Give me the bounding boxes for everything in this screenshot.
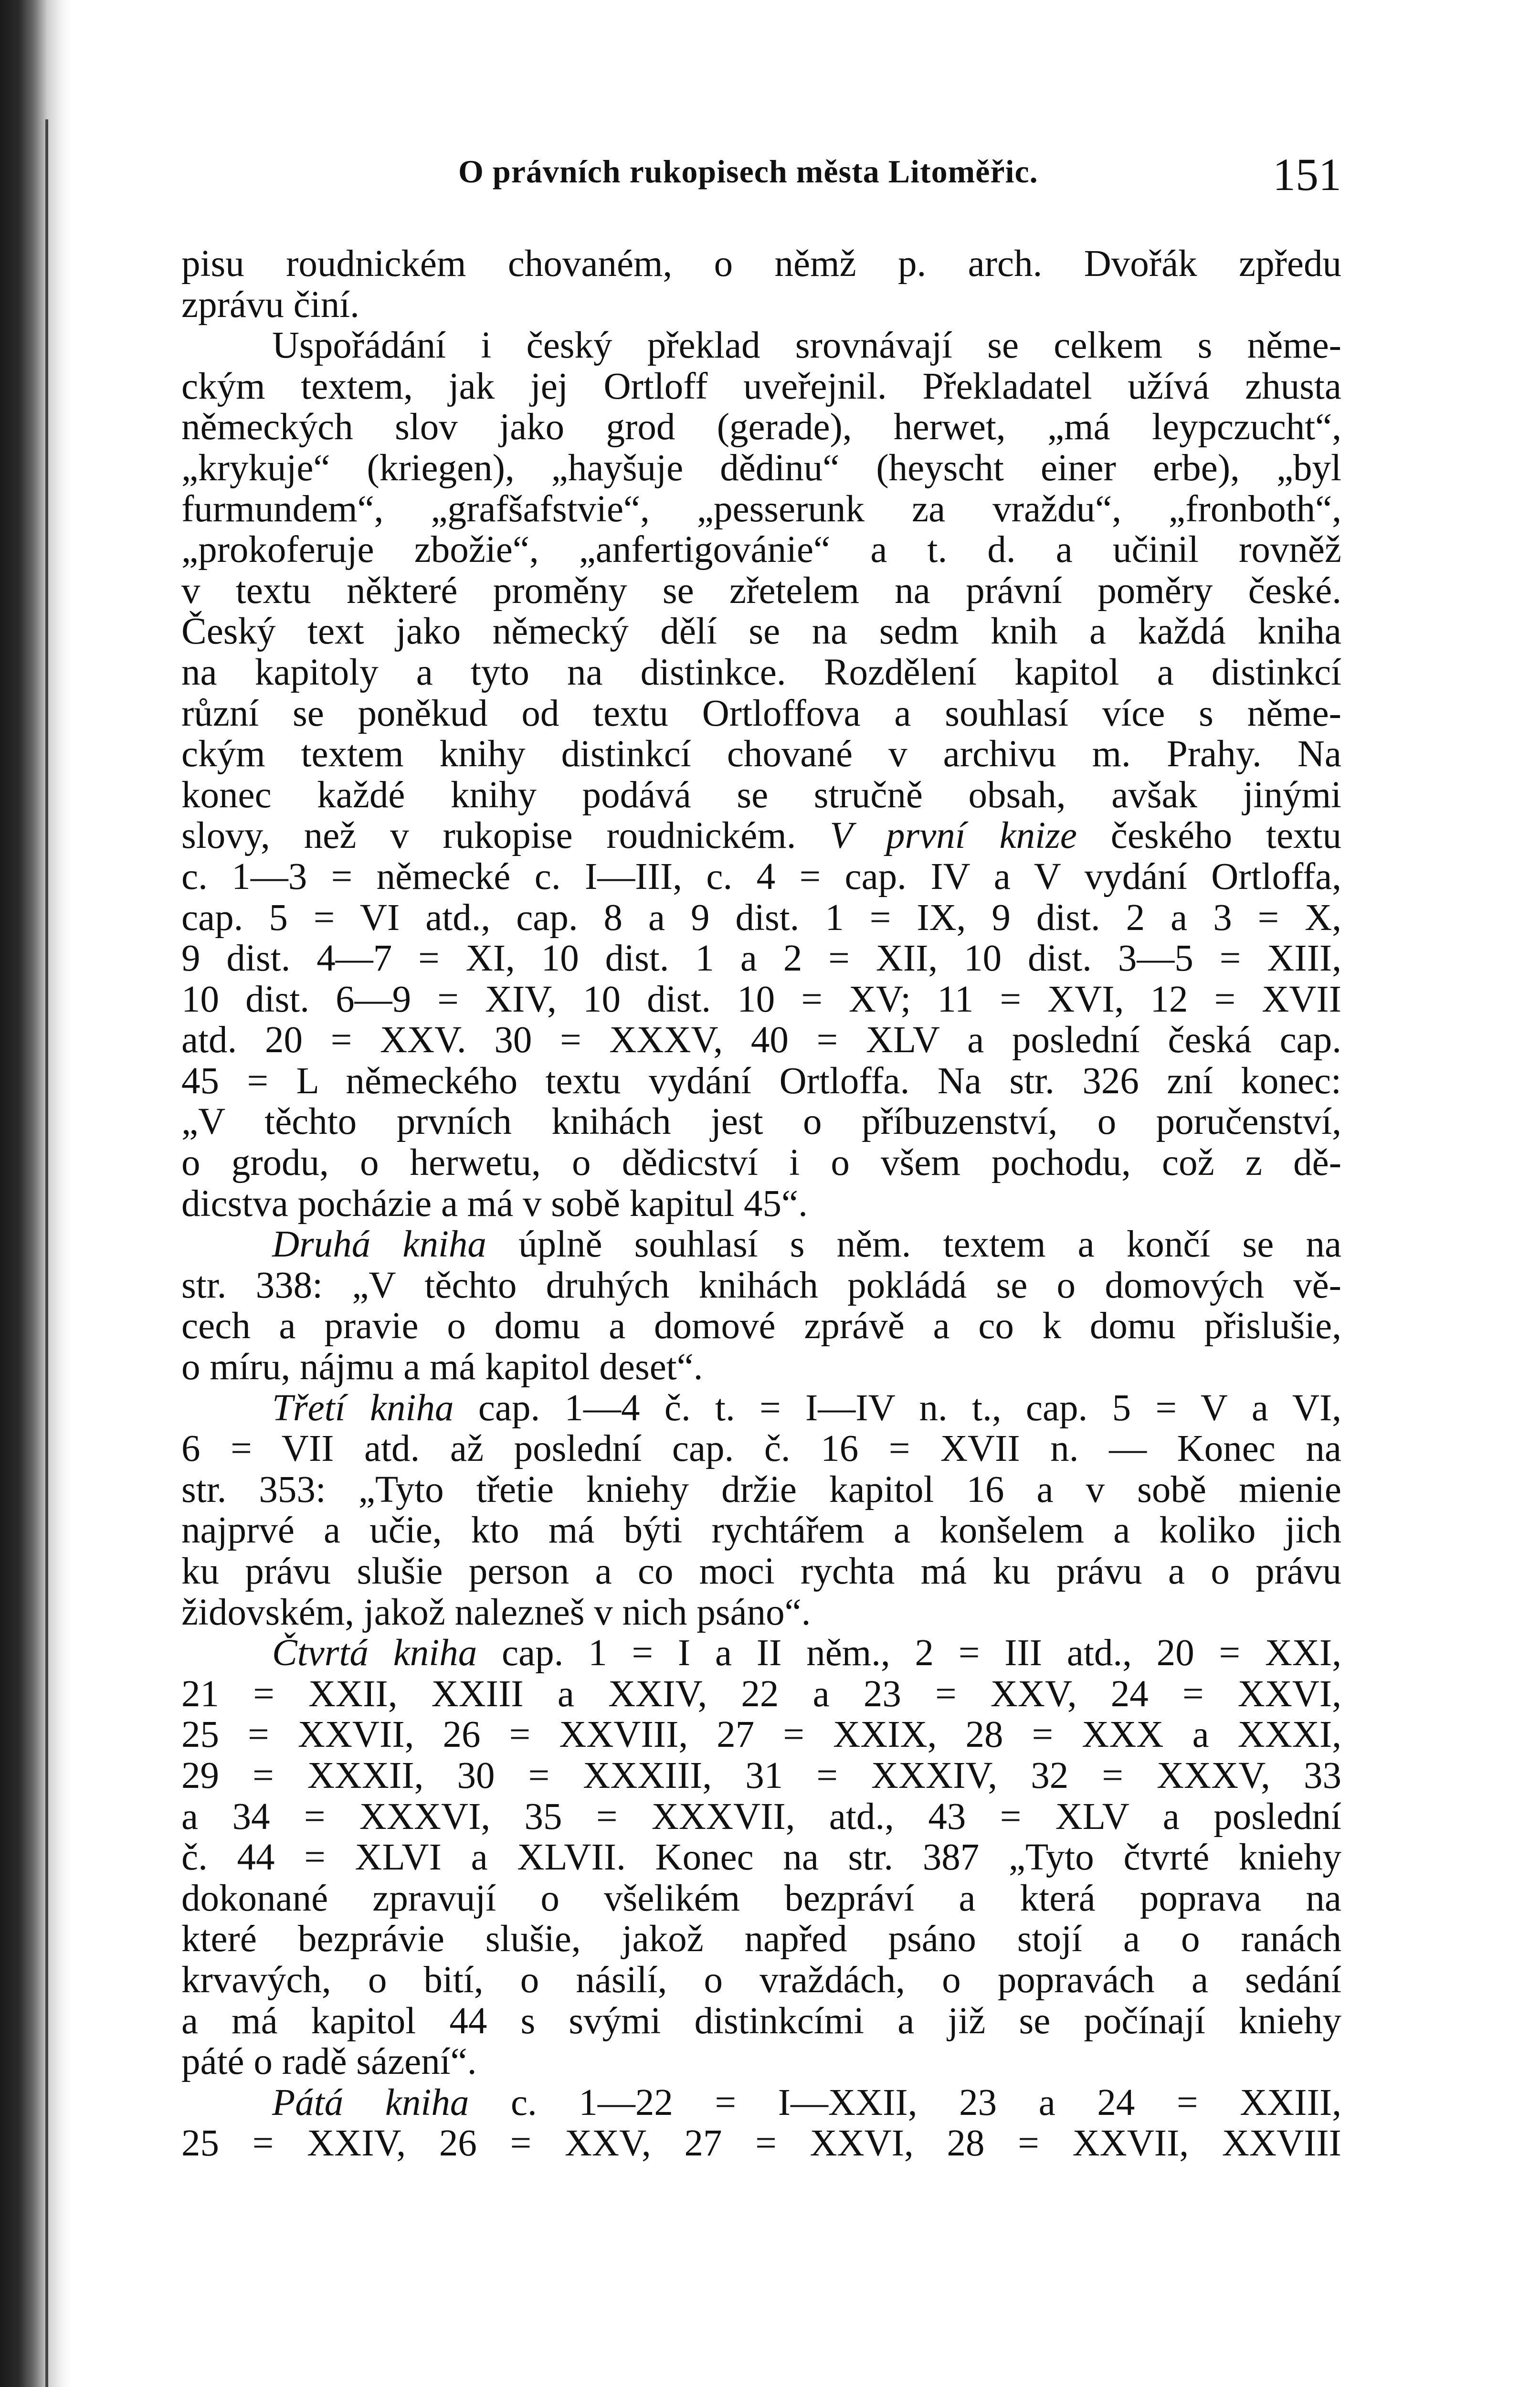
text-line: [181, 1224, 1341, 1265]
text-line: „prokoferuje zbožie“, „anfertigovánie“ a t. d. a učinil rovněž: [181, 529, 1341, 571]
text-line: zprávu činí.: [181, 284, 359, 326]
section-heading-italic: Pátá kniha: [272, 2081, 469, 2123]
text-line: 25 = XXVII, 26 = XXVIII, 27 = XXIX, 28 = XXX a XXXI,: [181, 1714, 1341, 1756]
text-line: Český text jako německý dělí se na sedm knih a každá kniha: [181, 611, 1341, 653]
text-line: č. 44 = XLVI a XLVII. Konec na str. 387 „Tyto čtvrté kniehy: [181, 1837, 1341, 1879]
text-line: konec každé knihy podává se stručně obsah, avšak jinými: [181, 774, 1341, 816]
text-line: na kapitoly a tyto na distinkce. Rozdělení kapitol a distinkcí: [181, 651, 1341, 693]
text-line: a má kapitol 44 s svými distinkcími a již se počínají kniehy: [181, 2000, 1341, 2042]
binding-edge-line: [45, 119, 48, 2387]
text-run: cap. 1—4 č. t. = I—IV n. t., cap. 5 = V a VI,: [478, 1387, 1342, 1429]
text-line: str. 338: „V těchto druhých knihách pokládá se o domových vě-: [181, 1264, 1341, 1306]
text-line: [181, 1633, 1341, 1674]
book-binding-shadow: [0, 0, 72, 2387]
text-run: úplně souhlasí s něm. textem a končí se na: [518, 1224, 1342, 1266]
text-line: [181, 815, 1341, 856]
text-line: různí se poněkud od textu Ortloffova a souhlasí více s něme-: [181, 692, 1341, 734]
text-line: židovském, jakož nalezneš v nich psáno“.: [181, 1591, 811, 1633]
text-line: páté o radě sázení“.: [181, 2041, 477, 2083]
text-line: cap. 5 = VI atd., cap. 8 a 9 dist. 1 = IX, 9 dist. 2 a 3 = X,: [181, 897, 1341, 939]
section-heading-italic: Čtvrtá kniha: [272, 1632, 477, 1674]
text-line: 25 = XXIV, 26 = XXV, 27 = XXVI, 28 = XXVII, XXVIII: [181, 2123, 1341, 2165]
text-run: c. 1—22 = I—XXII, 23 a 24 = XXIII,: [510, 2081, 1341, 2123]
text-line: v textu některé proměny se zřetelem na právní poměry české.: [181, 570, 1341, 612]
page-header: [181, 149, 1341, 210]
running-title: O právních rukopisech města Litoměřic.: [458, 153, 1038, 190]
text-line: „krykuje“ (kriegen), „hayšuje dědinu“ (heyscht einer erbe), „byl: [181, 447, 1341, 489]
text-run: cap. 1 = I a II něm., 2 = III atd., 20 = XXI,: [502, 1632, 1341, 1674]
text-line: „V těchto prvních knihách jest o příbuzenství, o poručenství,: [181, 1101, 1341, 1143]
text-line: 9 dist. 4—7 = XI, 10 dist. 1 a 2 = XII, 10 dist. 3—5 = XIII,: [181, 938, 1341, 980]
text-line: str. 353: „Tyto třetie kniehy držie kapitol 16 a v sobě mienie: [181, 1468, 1341, 1510]
text-line: které bezprávie slušie, jakož napřed psáno stojí a o ranách: [181, 1918, 1341, 1960]
text-line: ku právu slušie person a co moci rychta má ku právu a o právu: [181, 1551, 1341, 1592]
text-line: a 34 = XXXVI, 35 = XXXVII, atd., 43 = XLV a poslední: [181, 1796, 1341, 1838]
text-line: cech a pravie o domu a domové zprávě a co k domu přislušie,: [181, 1305, 1341, 1347]
text-line: Uspořádání i český překlad srovnávají se celkem s něme-: [272, 325, 1341, 367]
text-line: 6 = VII atd. až poslední cap. č. 16 = XVII n. — Konec na: [181, 1428, 1341, 1470]
text-line: 21 = XXII, XXIII a XXIV, 22 a 23 = XXV, 24 = XXVI,: [181, 1673, 1341, 1715]
page-number: 151: [1273, 149, 1341, 200]
text-line: dicstva pocházie a má v sobě kapitul 45“.: [181, 1183, 808, 1225]
text-line: c. 1—3 = německé c. I—III, c. 4 = cap. IV a V vydání Ortloffa,: [181, 856, 1341, 898]
text-line: ckým textem, jak jej Ortloff uveřejnil. Překladatel užívá zhusta: [181, 365, 1341, 407]
text-run: českého textu: [1110, 815, 1341, 857]
text-line: [181, 2082, 1341, 2123]
section-heading-italic: V první knize: [830, 815, 1077, 857]
text-line: o míru, nájmu a má kapitol deset“.: [181, 1346, 703, 1388]
text-line: pisu roudnickém chovaném, o němž p. arch. Dvořák zpředu: [181, 243, 1341, 285]
section-heading-italic: Třetí kniha: [272, 1387, 454, 1429]
text-run: slovy, než v rukopise roudnickém.: [181, 815, 796, 857]
text-line: o grodu, o herwetu, o dědicství i o všem pochodu, což z dě-: [181, 1142, 1341, 1184]
section-heading-italic: Druhá kniha: [272, 1224, 486, 1266]
book-page: [181, 0, 1341, 2387]
text-line: krvavých, o bití, o násilí, o vraždách, o popravách a sedání: [181, 1959, 1341, 2001]
text-line: furmundem“, „grafšafstvie“, „pesserunk za vraždu“, „fronboth“,: [181, 488, 1341, 530]
text-line: ckým textem knihy distinkcí chované v archivu m. Prahy. Na: [181, 733, 1341, 775]
text-line: atd. 20 = XXV. 30 = XXXV, 40 = XLV a poslední česká cap.: [181, 1019, 1341, 1061]
body-text: [181, 243, 1341, 2164]
text-line: dokonané zpravují o všelikém bezpráví a která poprava na: [181, 1877, 1341, 1919]
text-line: 45 = L německého textu vydání Ortloffa. Na str. 326 zní konec:: [181, 1060, 1341, 1102]
text-line: najprvé a učie, kto má býti rychtářem a konšelem a koliko jich: [181, 1510, 1341, 1552]
text-line: 29 = XXXII, 30 = XXXIII, 31 = XXXIV, 32 = XXXV, 33: [181, 1754, 1341, 1796]
text-line: 10 dist. 6—9 = XIV, 10 dist. 10 = XV; 11 = XVI, 12 = XVII: [181, 978, 1341, 1020]
text-line: [181, 1388, 1341, 1429]
text-line: německých slov jako grod (gerade), herwet, „má leypczucht“,: [181, 406, 1341, 448]
